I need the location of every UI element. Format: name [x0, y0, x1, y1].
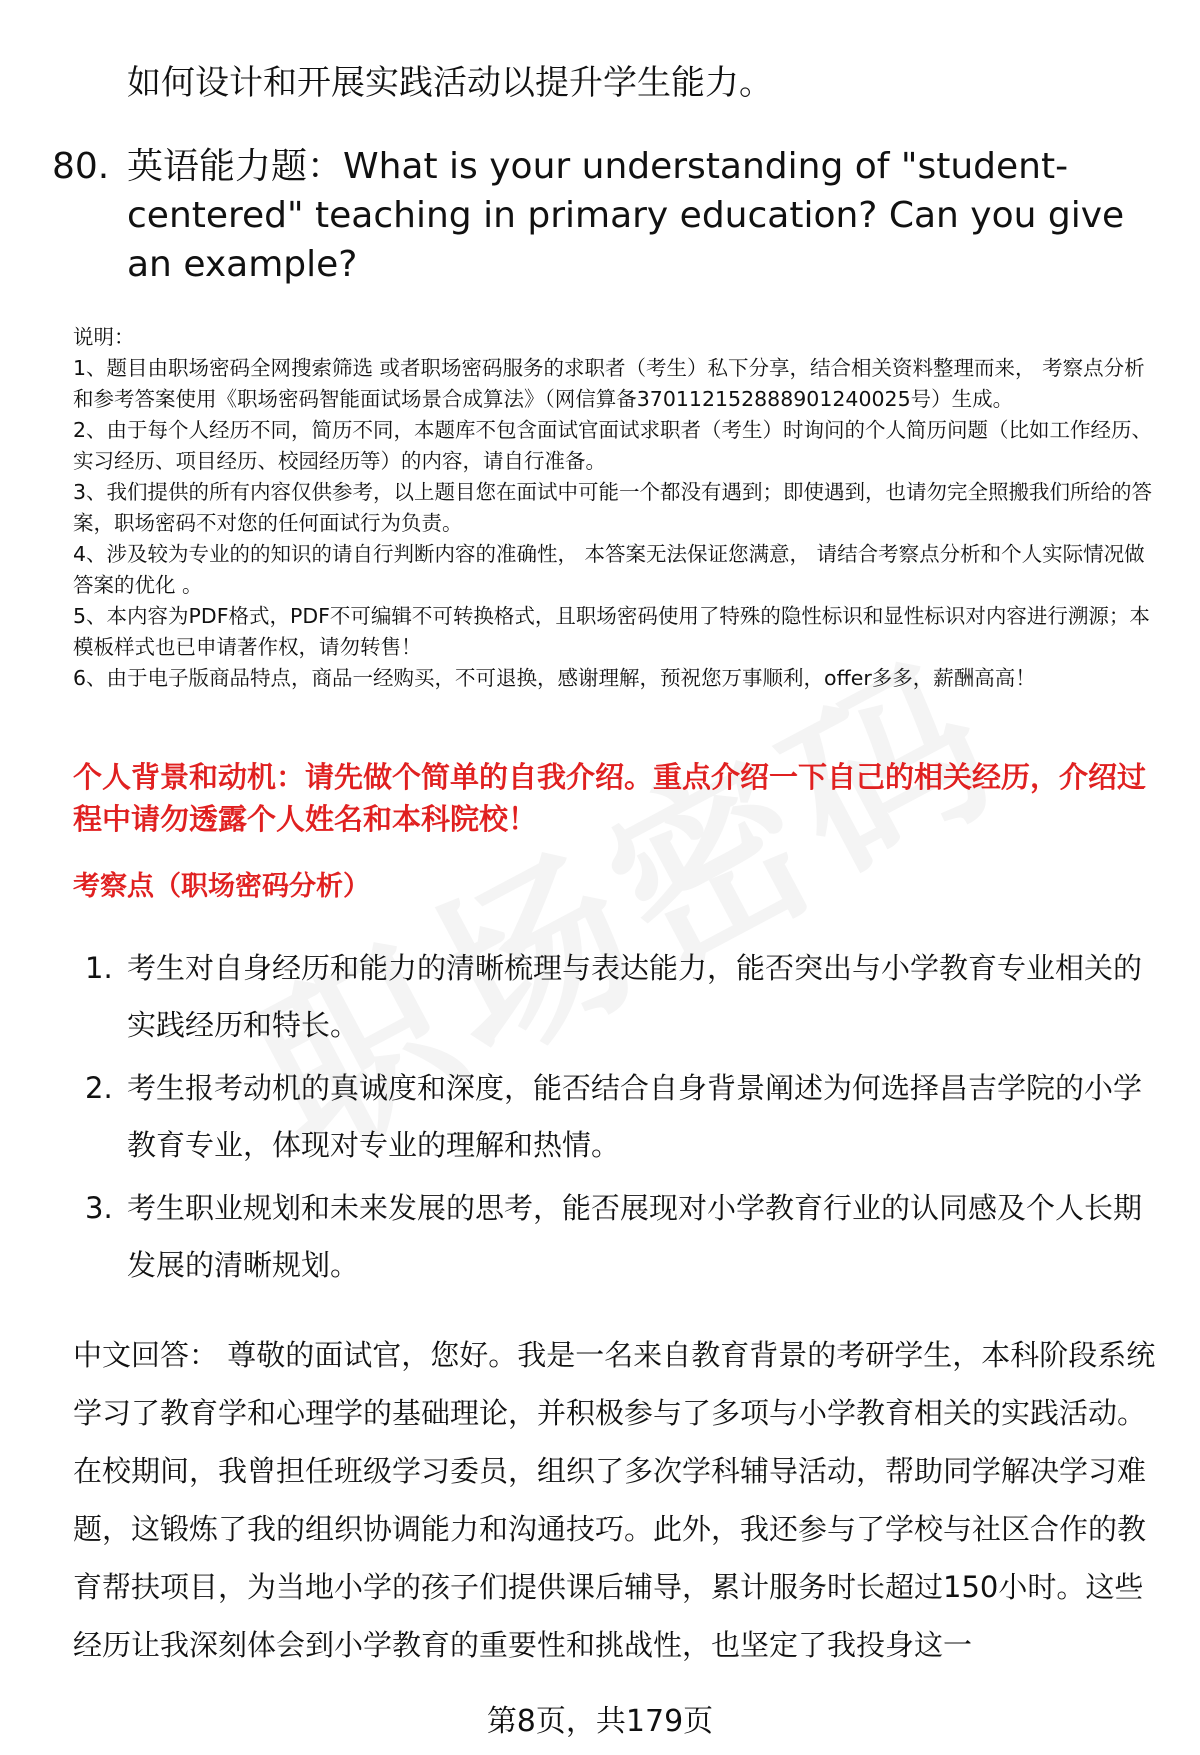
chinese-answer: 中文回答： 尊敬的面试官，您好。我是一名来自教育背景的考研学生，本科阶段系统学习了教育学和心理学的基础理论，并积极参与了多项与小学教育相关的实践活动。在校期间，我曾担任班级学习委员，组织了多次学科辅导活动，帮助同学解决学习难题，这锻炼了我的组织协调能力和沟通技巧。此外，我还参与了学校与社区合作的教育帮扶项目，为当地小学的孩子们提供课后辅导，累计服务时长超过150小时。这些经历让我深刻体会到小学教育的重要性和挑战性，也坚定了我投身这一 — [73, 1338, 1156, 1662]
disclaimer-notes — [73, 322, 1163, 694]
question-number: 80. — [52, 146, 110, 187]
previous-question-tail: 如何设计和开展实践活动以提升学生能力。 — [127, 63, 773, 103]
note-item: 3、我们提供的所有内容仅供参考，以上题目您在面试中可能一个都没有遇到；即使遇到，也请勿完全照搬我们所给的答案，职场密码不对您的任何面试行为负责。 — [73, 480, 1153, 535]
point-text: 考生对自身经历和能力的清晰梳理与表达能力，能否突出与小学教育专业相关的实践经历和特长。 — [127, 951, 1143, 1042]
notes-title: 说明： — [73, 325, 135, 349]
analysis-point — [73, 1180, 1153, 1294]
analysis-points — [73, 940, 1153, 1300]
interview-question: 个人背景和动机：请先做个简单的自我介绍。重点介绍一下自己的相关经历，介绍过程中请勿透露个人姓名和本科院校！ — [73, 760, 1147, 836]
analysis-heading: 考察点（职场密码分析） — [73, 871, 370, 902]
point-number: 3. — [85, 1191, 113, 1225]
page-number: 第8页，共179页 — [486, 1704, 714, 1739]
note-item: 4、涉及较为专业的的知识的请自行判断内容的准确性， 本答案无法保证您满意， 请结合考察点分析和个人实际情况做答案的优化 。 — [73, 542, 1145, 597]
point-number: 2. — [85, 1071, 113, 1105]
note-item: 2、由于每个人经历不同，简历不同，本题库不包含面试官面试求职者（考生）时询问的个人简历问题（比如工作经历、实习经历、项目经历、校园经历等）的内容，请自行准备。 — [73, 418, 1153, 473]
note-item: 5、本内容为PDF格式，PDF不可编辑不可转换格式，且职场密码使用了特殊的隐性标识和显性标识对内容进行溯源；本模板样式也已申请著作权，请勿转售！ — [73, 604, 1150, 659]
point-text: 考生职业规划和未来发展的思考，能否展现对小学教育行业的认同感及个人长期发展的清晰规划。 — [127, 1191, 1143, 1282]
question-80 — [52, 142, 1172, 289]
analysis-point — [73, 940, 1153, 1054]
question-text: 英语能力题：What is your understanding of "student-centered" teaching in primary education? Can you give an example? — [127, 146, 1125, 285]
analysis-point — [73, 1060, 1153, 1174]
note-item: 6、由于电子版商品特点，商品一经购买，不可退换，感谢理解，预祝您万事顺利，offer多多，薪酬高高！ — [73, 666, 1036, 690]
point-number: 1. — [85, 951, 113, 985]
point-text: 考生报考动机的真诚度和深度，能否结合自身背景阐述为何选择昌吉学院的小学教育专业，体现对专业的理解和热情。 — [127, 1071, 1143, 1162]
note-item: 1、题目由职场密码全网搜索筛选 或者职场密码服务的求职者（考生）私下分享，结合相关资料整理而来， 考察点分析和参考答案使用《职场密码智能面试场景合成算法》（网信算备370112152888901240025号）生成。 — [73, 356, 1145, 411]
